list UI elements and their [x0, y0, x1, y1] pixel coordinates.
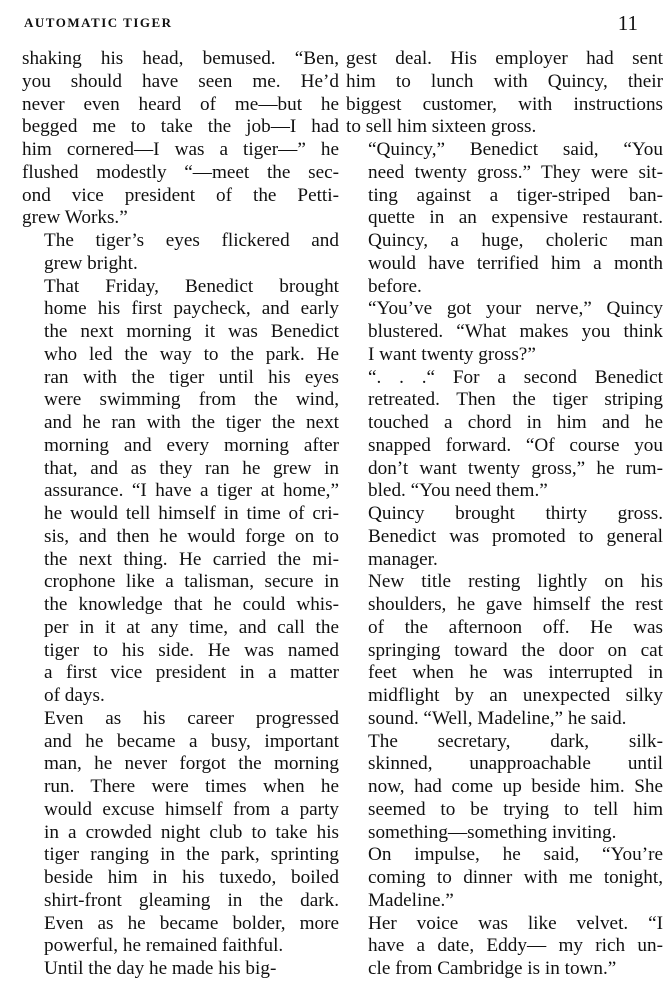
text-line: Benedict was promoted to general: [368, 525, 663, 547]
paragraph: [346, 731, 663, 845]
paragraph: [22, 958, 339, 981]
text-line: the next morning it was Benedict: [44, 321, 339, 342]
text-line: would have terrified him a month: [368, 252, 663, 274]
text-line: Her voice was like velvet. “I: [368, 912, 663, 934]
text-line: would excuse himself from a party: [44, 798, 339, 820]
text-line: I want twenty gross?”: [368, 343, 536, 365]
text-line: bled. “You need them.”: [368, 480, 548, 502]
text-line: “You’ve got your nerve,” Quincy: [368, 298, 663, 320]
text-line: midflight by an unexpected silky: [368, 685, 663, 706]
paragraph: [346, 298, 663, 366]
text-line: beside him in his tuxedo, boiled: [44, 867, 339, 888]
paragraph: [346, 571, 663, 730]
text-line: the next thing. He carried the mi-: [44, 548, 339, 570]
text-line: powerful, he remained faithful.: [44, 935, 284, 957]
paragraph: [22, 708, 339, 958]
text-line: you should have seen me. He’d: [22, 70, 339, 92]
text-line: a first vice president in a matter: [44, 662, 339, 684]
text-column-right: [346, 48, 663, 981]
text-line: man, he never forgot the morning: [44, 753, 339, 775]
text-line: “Quincy,” Benedict said, “You: [368, 139, 663, 160]
text-line: Quincy brought thirty gross.: [368, 503, 663, 524]
text-column-left: [22, 48, 339, 981]
page-header: [24, 8, 648, 38]
text-line: blustered. “What makes you think: [368, 321, 663, 342]
text-line: That Friday, Benedict brought: [44, 275, 339, 297]
text-line: to sell him sixteen gross.: [346, 116, 537, 138]
page-number: 11: [617, 10, 638, 35]
text-line: Even as he became bolder, more: [44, 912, 339, 934]
text-line: seemed to be trying to tell him: [368, 798, 663, 820]
text-line: sound. “Well, Madeline,” he said.: [368, 707, 627, 729]
text-line: touched a chord in him and he: [368, 412, 663, 433]
text-line: who led the way to the park. He: [44, 343, 339, 365]
text-line: Quincy, a huge, choleric man: [368, 230, 663, 251]
text-line: quette in an expensive restaurant.: [368, 207, 663, 229]
text-line: him to lunch with Quincy, their: [346, 70, 663, 92]
paragraph: [346, 48, 663, 139]
paragraph: [22, 276, 339, 708]
text-line: coming to dinner with me tonight,: [368, 867, 663, 888]
text-line: biggest customer, with instructions: [346, 93, 663, 115]
text-line: before.: [368, 275, 422, 297]
text-line: flushed modestly “—meet the sec-: [22, 161, 339, 183]
text-line: grew Works.”: [22, 207, 128, 229]
text-line: gest deal. His employer had sent: [346, 48, 663, 69]
text-line: snapped forward. “Of course you: [368, 434, 663, 456]
text-line: he would tell himself in time of cri-: [44, 503, 339, 524]
text-line: shirt-front gleaming in the dark.: [44, 889, 339, 911]
text-line: of the afternoon off. He was: [368, 616, 663, 638]
text-line: per in it at any time, and call the: [44, 616, 339, 638]
text-line: The tiger’s eyes flickered and: [44, 230, 339, 251]
text-line: shaking his head, bemused. “Ben,: [22, 48, 339, 69]
text-line: tiger ranging in the park, sprinting: [44, 844, 339, 866]
text-line: home his first paycheck, and early: [44, 298, 339, 320]
text-line: ting against a tiger-striped ban-: [368, 184, 663, 206]
text-line: feet when he was interrupted in: [368, 662, 663, 684]
text-line: ran with the tiger until his eyes: [44, 366, 339, 388]
text-line: springing toward the door on cat: [368, 639, 663, 661]
paragraph: [346, 844, 663, 912]
text-line: and he ran with the tiger the next: [44, 412, 339, 433]
text-line: were swimming from the wind,: [44, 389, 339, 411]
text-line: him cornered—I was a tiger—” he: [22, 139, 339, 160]
text-line: tiger to his side. He was named: [44, 639, 339, 661]
text-line: Even as his career progressed: [44, 707, 339, 729]
text-line: crophone like a talisman, secure in: [44, 571, 339, 593]
text-line: Until the day he made his big-: [44, 958, 277, 979]
text-line: On impulse, he said, “You’re: [368, 844, 663, 866]
text-line: ond vice president of the Petti-: [22, 184, 339, 206]
text-line: of days.: [44, 685, 105, 706]
text-line: in a crowded night club to take his: [44, 821, 339, 843]
text-line: run. There were times when he: [44, 776, 339, 797]
text-line: don’t want twenty gross,” he rum-: [368, 457, 663, 479]
text-line: grew bright.: [44, 252, 138, 274]
text-line: need twenty gross.” They were sit-: [368, 161, 663, 183]
text-line: Madeline.”: [368, 889, 454, 911]
text-line: the knowledge that he could whis-: [44, 594, 339, 615]
text-line: skinned, unapproachable until: [368, 753, 663, 775]
paragraph: [22, 230, 339, 276]
text-line: sis, and then he would forge on to: [44, 525, 339, 547]
text-line: shoulders, he gave himself the rest: [368, 594, 663, 615]
text-line: that, and as they ran he grew in: [44, 457, 339, 479]
paragraph: [346, 913, 663, 981]
text-line: something—something inviting.: [368, 821, 617, 843]
paragraph: [22, 48, 339, 230]
text-line: and he became a busy, important: [44, 730, 339, 752]
text-line: never even heard of me—but he: [22, 93, 339, 115]
text-line: begged me to take the job—I had: [22, 116, 339, 138]
paragraph: [346, 139, 663, 298]
text-line: retreated. Then the tiger striping: [368, 389, 663, 411]
text-line: New title resting lightly on his: [368, 571, 663, 593]
paragraph: [346, 367, 663, 504]
text-line: have a date, Eddy— my rich un-: [368, 935, 663, 957]
text-line: assurance. “I have a tiger at home,”: [44, 480, 339, 502]
text-line: The secretary, dark, silk-: [368, 730, 663, 752]
text-line: “. . .“ For a second Benedict: [368, 366, 663, 388]
paragraph: [346, 503, 663, 571]
text-line: cle from Cambridge is in town.”: [368, 958, 617, 979]
running-title: AUTOMATIC TIGER: [24, 15, 173, 30]
text-line: morning and every morning after: [44, 434, 339, 456]
text-line: manager.: [368, 548, 438, 570]
text-line: now, had come up beside him. She: [368, 776, 663, 797]
